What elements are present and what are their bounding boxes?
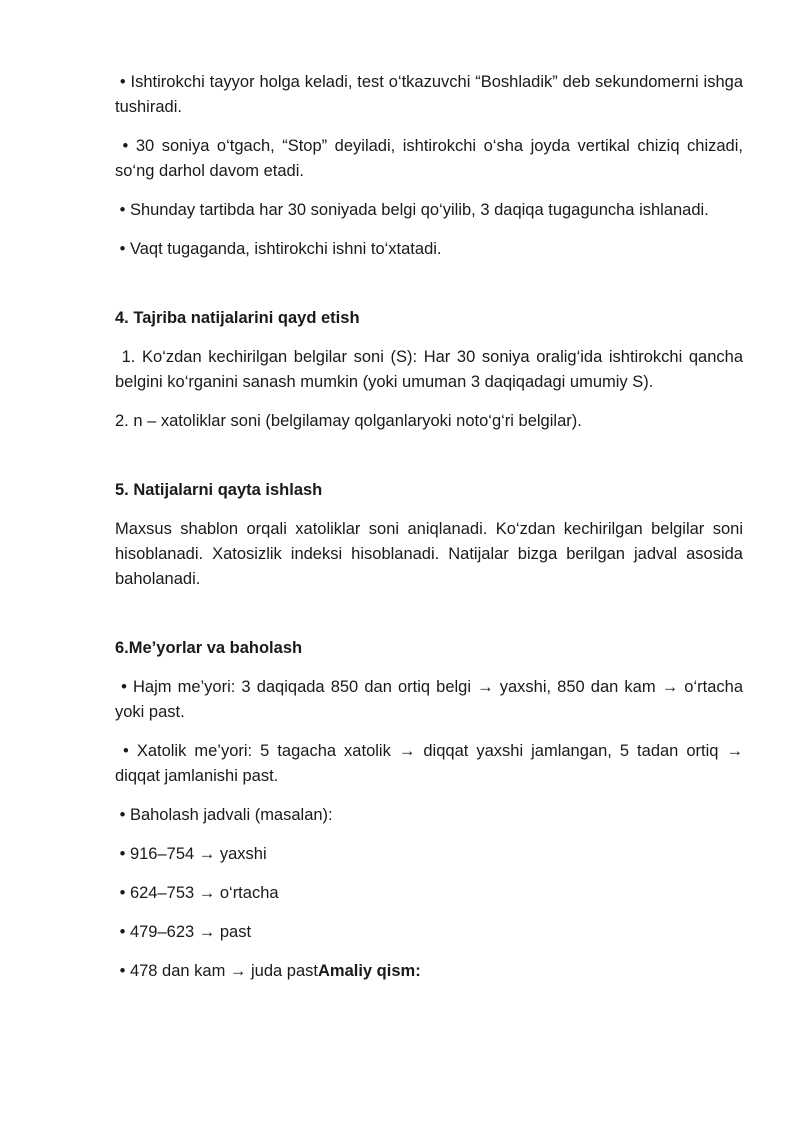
next-section-heading: Amaliy qism: xyxy=(317,962,421,980)
paragraph: Maxsus shablon orqali xatoliklar soni aniqlanadi. Ko‘zdan kechirilgan belgilar soni hisoblanadi. Xatosizlik indeksi hisoblanadi. Natijalar bizga berilgan jadval asosida baholanadi. xyxy=(115,520,743,588)
section-heading: 5. Natijalarni qayta ishlash xyxy=(115,481,323,499)
list-item: • Shunday tartibda har 30 soniyada belgi qo‘yilib, 3 daqiqa tugaguncha ishlanadi. xyxy=(115,201,709,219)
spacer xyxy=(115,448,743,478)
list-item: • 624–753 → o‘rtacha xyxy=(115,884,279,902)
list-item: • Baholash jadvali (masalan): xyxy=(115,806,333,824)
list-item-text: • 478 dan kam → juda past xyxy=(115,962,318,980)
section-heading: 6.Me’yorlar va baholash xyxy=(115,639,303,657)
list-item xyxy=(115,959,743,984)
list-item: • Vaqt tugaganda, ishtirokchi ishni to‘xtatadi. xyxy=(115,240,442,258)
list-item: • Xatolik me’yori: 5 tagacha xatolik → diqqat yaxshi jamlangan, 5 tadan ortiq → diqqat jamlanishi past. xyxy=(115,742,743,785)
list-item: • 479–623 → past xyxy=(115,923,252,941)
spacer xyxy=(115,606,743,636)
section-heading: 4. Tajriba natijalarini qayd etish xyxy=(115,309,360,327)
list-item: 2. n – xatoliklar soni (belgilamay qolganlaryoki noto‘g‘ri belgilar). xyxy=(115,412,582,430)
list-item: • 916–754 → yaxshi xyxy=(115,845,267,863)
list-item: • Ishtirokchi tayyor holga keladi, test o‘tkazuvchi “Boshladik” deb sekundomerni ishga tushiradi. xyxy=(115,73,743,116)
document-page xyxy=(115,70,743,998)
list-item: • 30 soniya o‘tgach, “Stop” deyiladi, ishtirokchi o‘sha joyda vertikal chiziq chizadi, so‘ng darhol davom etadi. xyxy=(115,137,743,180)
list-item: • Hajm me’yori: 3 daqiqada 850 dan ortiq belgi → yaxshi, 850 dan kam → o‘rtacha yoki past. xyxy=(115,678,743,721)
spacer xyxy=(115,276,743,306)
list-item: 1. Ko‘zdan kechirilgan belgilar soni (S): Har 30 soniya oralig‘ida ishtirokchi qancha belgini ko‘rganini sanash mumkin (yoki umuman 3 daqiqadagi umumiy S). xyxy=(115,348,743,391)
